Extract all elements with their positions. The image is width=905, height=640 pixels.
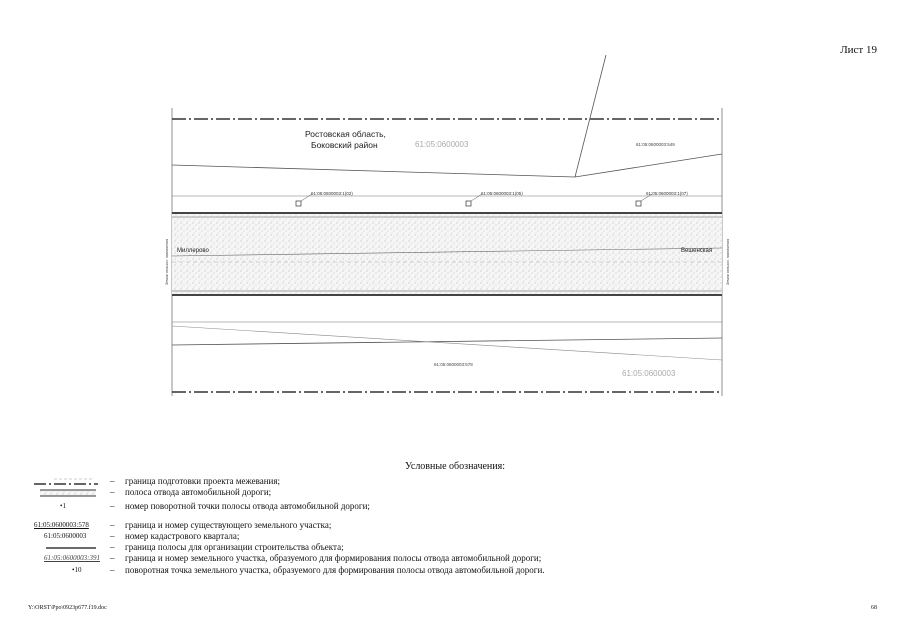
point-label: 61:05:0600003:1(02) xyxy=(311,191,353,196)
direction-left: Миллерово xyxy=(177,248,209,254)
parcel-boundary-top xyxy=(172,154,722,177)
point-label: 61:05:0600003:1(07) xyxy=(646,191,688,196)
legend-row: 61:05:0600003 – номер кадастрового квартала; xyxy=(32,531,732,543)
legend-text: граница подготовки проекта межевания; xyxy=(125,476,281,486)
sheet-number: Лист 19 xyxy=(840,44,877,56)
direction-right: Вешенская xyxy=(681,248,713,254)
quarter-number-top: 61:05:0600003 xyxy=(415,140,469,149)
legend-row: – полоса отвода автомобильной дороги; xyxy=(32,487,732,499)
symbol-new-parcel: 61:05:0600003:391 xyxy=(44,554,100,562)
parcel-number-top-right: 61:05:0600003:549 xyxy=(636,142,675,147)
page-number: 68 xyxy=(871,605,877,611)
parcel-number-bottom: 61:05:0600003:578 xyxy=(434,362,473,367)
legend-text: поворотная точка земельного участка, образуемого для формирования полосы отвода автомобильной дороги. xyxy=(125,565,545,575)
legend-row: 61:05:0600003:391 – граница и номер земельного участка, образуемого для формирования полосы отвода автомобильной дороги; xyxy=(32,553,732,565)
region-label: Ростовская область, xyxy=(305,129,386,139)
legend-text: номер поворотной точки полосы отвода автомобильной дороги; xyxy=(125,501,370,511)
quarter-boundary-line xyxy=(575,55,606,177)
region-label: Боковский район xyxy=(311,140,378,150)
legend-row: 61:05:0600003:578 – граница и номер существующего земельного участка; xyxy=(34,520,332,530)
legend-row: •1 – номер поворотной точки полосы отвода автомобильной дороги; xyxy=(32,501,732,513)
legend-text: полоса отвода автомобильной дороги; xyxy=(125,487,272,497)
symbol-new-turning-point: •10 xyxy=(72,566,82,574)
legend-text: граница и номер земельного участка, образуемого для формирования полосы отвода автомобильной дороги; xyxy=(125,553,542,563)
legend-row: •10 – поворотная точка земельного участка, образуемого для формирования полосы отвода автомобильной дороги. xyxy=(32,565,732,577)
legend-text: номер кадастрового квартала; xyxy=(125,531,240,541)
legend-row: – граница полосы для организации строительства объекта; xyxy=(32,542,732,554)
legend-row: – граница подготовки проекта межевания; xyxy=(32,476,732,488)
parcel-boundary-lower2 xyxy=(172,326,722,360)
symbol-existing-parcel: 61:05:0600003:578 xyxy=(34,521,89,529)
parcel-boundary-lower xyxy=(172,338,722,345)
legend-text: граница и номер существующего земельного участка; xyxy=(125,520,332,530)
point-label: 61:05:0600003:1(05) xyxy=(481,191,523,196)
vertical-label-right: Земли сельхоз. назначения xyxy=(726,238,730,285)
road-corridor xyxy=(172,213,722,295)
vertical-label-left: Земли сельхоз. назначения xyxy=(165,238,169,285)
turning-point-marker xyxy=(636,201,641,206)
symbol-turning-point: •1 xyxy=(60,502,66,510)
quarter-number-bottom: 61:05:0600003 xyxy=(622,369,676,378)
legend-title: Условные обозначения: xyxy=(405,461,506,472)
turning-point-marker xyxy=(296,201,301,206)
legend-text: граница полосы для организации строительства объекта; xyxy=(125,542,344,552)
symbol-right-of-way xyxy=(32,487,104,499)
symbol-cadastral-quarter: 61:05:0600003 xyxy=(44,532,87,540)
file-path: Y:\ORST\Ppo\0923p677.f19.doc xyxy=(28,605,107,611)
turning-point-marker xyxy=(466,201,471,206)
